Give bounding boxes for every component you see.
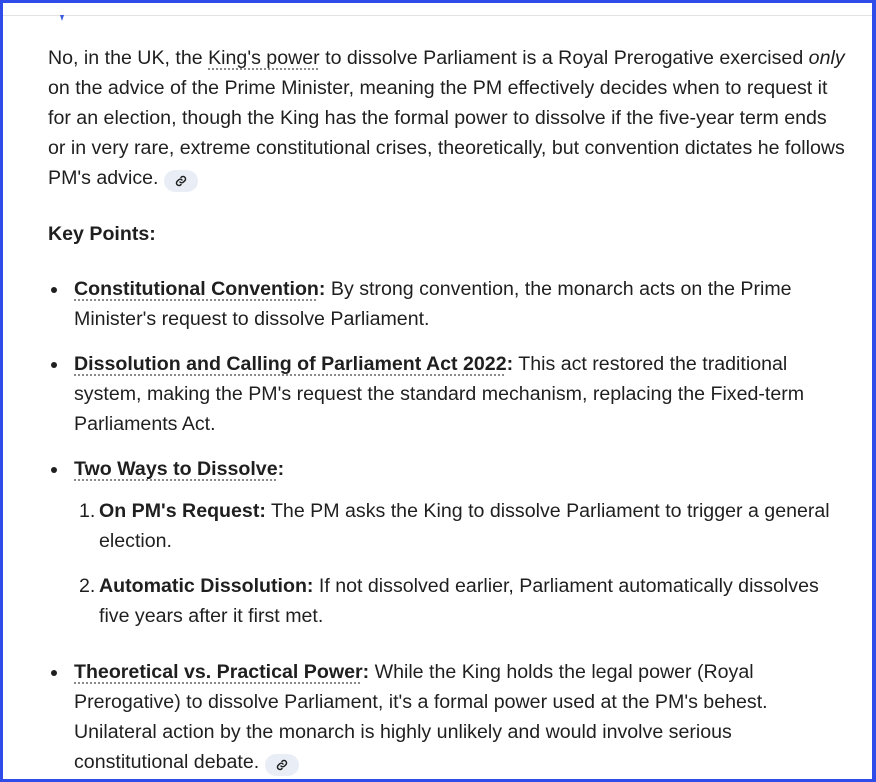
citation-chip[interactable]	[164, 170, 198, 192]
bullet-term-link[interactable]: Constitutional Convention	[74, 278, 319, 300]
response-content	[48, 43, 848, 777]
dissolve-ways-list	[74, 496, 848, 631]
intro-text-2: to dissolve Parliament is a Royal Prerogative exercised	[319, 47, 809, 69]
bullet-text: While the King holds the legal power (Royal Prerogative) to dissolve Parliament, it's a formal power used at the PM's behest. Unilateral action by the monarch is highly unlikely and would involve serious constitutional debate.	[74, 661, 768, 773]
citation-chip[interactable]	[265, 754, 299, 776]
sub-item-text: If not dissolved earlier, Parliament automatically dissolves five years after it first met.	[99, 575, 819, 627]
sub-item-text: The PM asks the King to dissolve Parliament to trigger a general election.	[99, 500, 830, 552]
sub-item-number: 2.	[79, 575, 96, 597]
intro-paragraph	[48, 43, 848, 193]
intro-text-1: No, in the UK, the	[48, 47, 209, 69]
kings-power-link[interactable]: King's power	[208, 47, 320, 69]
sub-item-label: On PM's Request:	[99, 500, 266, 522]
sub-item-label: Automatic Dissolution:	[99, 575, 314, 597]
link-icon	[175, 175, 187, 187]
list-item	[48, 454, 848, 631]
list-item	[48, 657, 848, 777]
caret-marker	[60, 15, 64, 21]
sub-list-item	[74, 571, 848, 631]
link-icon	[276, 759, 288, 771]
bullet-term-colon: :	[318, 278, 326, 300]
sub-item-number: 1.	[79, 500, 96, 522]
bullet-text: By strong convention, the monarch acts on the Prime Minister's request to dissolve Parliament.	[74, 278, 792, 330]
bullet-term-link[interactable]: Dissolution and Calling of Parliament Act 2022	[74, 353, 507, 375]
top-divider	[3, 15, 872, 16]
bullet-term-link[interactable]: Two Ways to Dissolve	[74, 458, 278, 480]
bullet-term-colon: :	[362, 661, 370, 683]
sub-list-item	[74, 496, 848, 556]
key-points-list	[48, 274, 848, 777]
intro-text-3: on the advice of the Prime Minister, meaning the PM effectively decides when to request it for an election, though the King has the formal power to dissolve if the five-year term ends or in very rare, extreme constitutional crises, theoretically, but convention dictates he follows PM's advice.	[48, 77, 845, 189]
bullet-text: This act restored the traditional system, making the PM's request the standard mechanism, replacing the Fixed-term Parliaments Act.	[74, 353, 805, 435]
list-item	[48, 349, 848, 439]
intro-emphasis: only	[808, 47, 845, 69]
list-item	[48, 274, 848, 334]
bullet-term-colon: :	[277, 458, 285, 480]
bullet-term-colon: :	[506, 353, 514, 375]
bullet-term-link[interactable]: Theoretical vs. Practical Power	[74, 661, 363, 683]
key-points-heading: Key Points:	[48, 223, 156, 245]
